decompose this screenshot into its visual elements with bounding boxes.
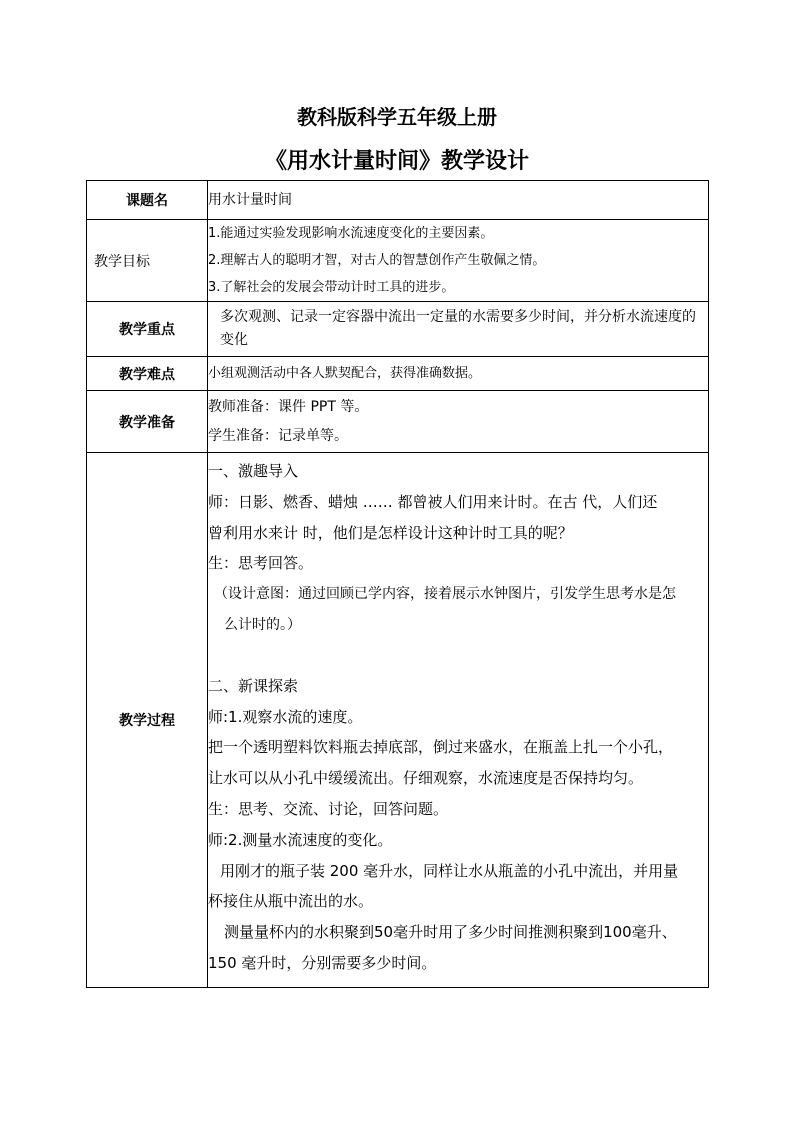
objective-item: 2.理解古人的聪明才智，对古人的智慧创作产生敬佩之情。 — [208, 253, 546, 268]
section-heading: 二、新课探索 — [208, 676, 299, 695]
process-line: 用刚才的瓶子装 200 毫升水，同样让水从瓶盖的小孔中流出，并用量 — [220, 861, 679, 880]
process-line: 让水可以从小孔中缓缓流出。仔细观察，水流速度是否保持均匀。 — [208, 769, 644, 788]
topic-label: 课题名 — [87, 181, 208, 220]
process-line: 曾利用水来计 时，他们是怎样设计这种计时工具的呢？ — [208, 523, 573, 542]
process-cell — [208, 453, 709, 988]
design-intent-note: （设计意图：通过回顾已学内容，接着展示水钟图片，引发学生思考水是怎 — [214, 586, 676, 603]
process-line: 师:1.观察水流的速度。 — [208, 707, 363, 726]
objective-item: 1.能通过实验发现影响水流速度变化的主要因素。 — [208, 226, 494, 241]
key-points-value: 多次观测、记录一定容器中流出一定量的水需要多少时间，并分析水流速度的变化 — [220, 309, 696, 348]
difficulties-value: 小组观测活动中各人默契配合，获得准确数据。 — [208, 357, 709, 391]
blank-spacer — [208, 641, 708, 671]
student-preparation: 学生准备：记录单等。 — [208, 427, 348, 444]
process-line: 杯接住从瓶中流出的水。 — [208, 892, 374, 911]
table-row-preparation — [87, 391, 709, 453]
design-intent-note: 么计时的。） — [224, 616, 301, 633]
process-line: 师:2.测量水流速度的变化。 — [208, 830, 393, 849]
process-line: 生：思考、交流、讨论，回答问题。 — [208, 799, 449, 818]
table-row-process — [87, 453, 709, 988]
table-row-objectives — [87, 220, 709, 302]
difficulties-label: 教学难点 — [87, 357, 208, 391]
objectives-label: 教学目标 — [87, 220, 208, 302]
teacher-preparation: 教师准备：课件 PPT 等。 — [208, 398, 369, 415]
preparation-cell — [208, 391, 709, 453]
objective-item: 3.了解社会的发展会带动计时工具的进步。 — [208, 280, 455, 295]
lesson-plan-table — [86, 180, 709, 988]
process-line: 师：日影、燃香、蜡烛 …… 都曾被人们用来计时。在古 代，人们还 — [208, 492, 658, 511]
process-line: 生：思考回答。 — [208, 554, 314, 573]
document-subtitle: 《用水计量时间》教学设计 — [264, 149, 529, 174]
table-row-key-points — [87, 302, 709, 357]
process-line: 把一个透明塑料饮料瓶去掉底部，倒过来盛水，在瓶盖上扎一个小孔， — [208, 738, 674, 757]
document-title: 教科版科学五年级上册 — [297, 105, 497, 129]
table-row-topic — [87, 181, 709, 220]
topic-value: 用水计量时间 — [208, 181, 709, 220]
objectives-cell — [208, 220, 709, 302]
key-points-label: 教学重点 — [87, 302, 208, 357]
table-row-difficulties — [87, 357, 709, 391]
process-line: 150 毫升时，分别需要多少时间。 — [208, 953, 437, 972]
section-heading: 一、激趣导入 — [208, 462, 299, 480]
process-label: 教学过程 — [87, 453, 208, 988]
preparation-label: 教学准备 — [87, 391, 208, 453]
process-line: 测量量杯内的水积聚到50毫升时用了多少时间推测积聚到100毫升、 — [224, 923, 677, 942]
key-points-cell — [208, 302, 709, 357]
